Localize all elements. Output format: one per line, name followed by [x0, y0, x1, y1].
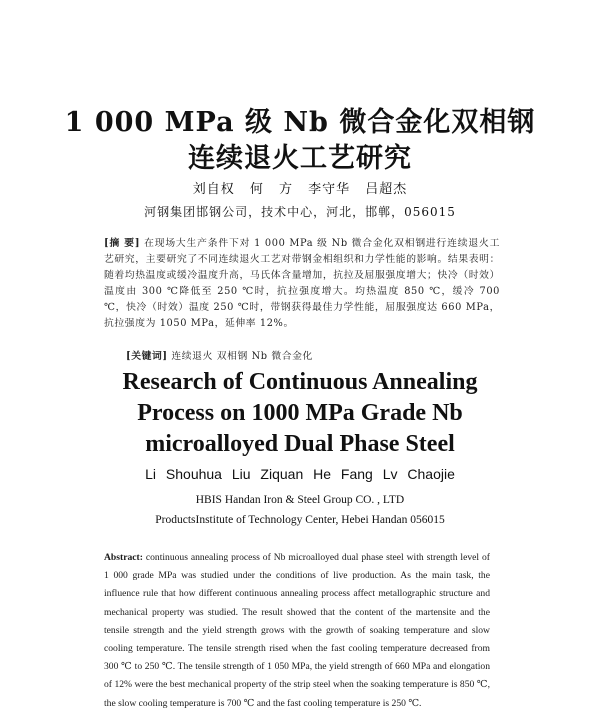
en-abstract [104, 549, 490, 713]
cn-keywords [126, 348, 313, 362]
cn-affiliation: 河钢集团邯钢公司，技术中心，河北，邯郸，056015 [144, 205, 456, 219]
cn-keywords-text: 连续退火 双相钢 Nb 微合金化 [171, 351, 313, 362]
en-abstract-text: continuous annealing process of Nb microalloyed dual phase steel with strength level of 1 000 grade MPa was studied under the conditions of live production. As the main task, the influence rule that how different continuous annealing process affect metallographic structure and mechanical property was studied. The result showed that the content of the martensite and the tensile strength and the yield strength grows with the growth of soaking temperature and slow cooling temperature. The tensile strength rised when the fast cooling temperature decreased from 300 ℃ to 250 ℃. The tensile strength of 1 050 MPa, the yield strength of 660 MPa and elongation of 12% were the best mechanical property of the strip steel when the soaking temperature is 850 ℃, the slow cooling temperature is 700 ℃ and the fast cooling temperature is 250 ℃. [104, 552, 490, 709]
cn-abstract-label: [摘 要] [104, 238, 141, 249]
en-abstract-label: Abstract: [104, 552, 143, 563]
cn-title-line-2: 连续退火工艺研究 [188, 143, 412, 174]
cn-abstract [104, 236, 500, 332]
cn-authors: 刘自权 何 方 李守华 吕超杰 [192, 182, 408, 197]
cn-keywords-label: [关键词] [126, 351, 168, 362]
en-title-line-3: microalloyed Dual Phase Steel [145, 431, 455, 457]
en-authors: Li Shouhua Liu Ziquan He Fang Lv Chaojie [145, 466, 455, 482]
cn-title-line-1: 1 000 MPa 级 Nb 微合金化双相钢 [64, 107, 536, 138]
en-affiliation-line-2: ProductsInstitute of Technology Center, Hebei Handan 056015 [155, 514, 445, 526]
en-title-line-1: Research of Continuous Annealing [122, 369, 478, 395]
en-title-line-2: Process on 1000 MPa Grade Nb [137, 400, 463, 426]
cn-abstract-text: 在现场大生产条件下对 1 000 MPa 级 Nb 微合金化双相钢进行连续退火工艺研究，主要研究了不同连续退火工艺对带钢金相组织和力学性能的影响。结果表明：随着均热温度或缓冷温度升高，马氏体含量增加，抗拉及屈服强度增大；快冷（时效）温度由 300 ℃降低至 250 ℃时，抗拉强度增大。均热温度 850 ℃，缓冷 700 ℃，快冷（时效）温度 250 ℃时，带钢获得最佳力学性能，屈服强度达 660 MPa，抗拉强度为 1050 MPa，延伸率 12%。 [104, 238, 501, 329]
en-affiliation-line-1: HBIS Handan Iron & Steel Group CO. , LTD [195, 494, 405, 506]
